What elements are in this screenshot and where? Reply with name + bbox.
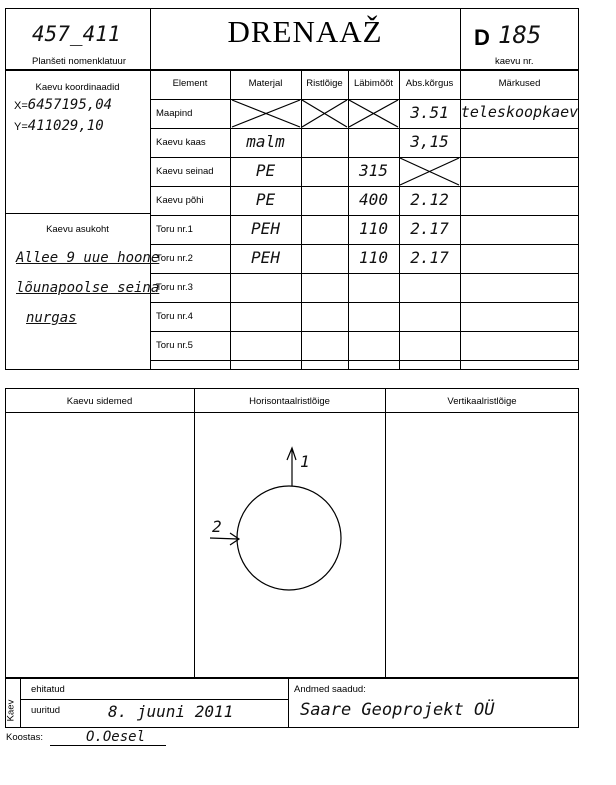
column-header-elevation: Abs.kõrgus <box>405 78 454 89</box>
footer-side-label: Kaev <box>5 699 17 722</box>
footer-side-divider <box>20 678 21 728</box>
footer-mid-divider <box>288 678 289 728</box>
pipe-2-label: 2 <box>212 517 222 536</box>
sketch-col-connections: Kaevu sidemed <box>66 396 133 407</box>
well-number-label: kaevu nr. <box>495 56 534 67</box>
data-source-value: Saare Geoprojekt OÜ <box>300 700 495 720</box>
footer-row-line <box>20 699 288 700</box>
data-source-label: Andmed saadud: <box>294 684 366 695</box>
column-header-material: Materjal <box>248 78 283 89</box>
compiled-by: O.Oesel <box>86 729 146 745</box>
location-line-3: nurgas <box>26 310 77 326</box>
pipe-1-label: 1 <box>300 452 310 471</box>
surveyed-label: uuritud <box>31 705 61 716</box>
table-cell-diameter: 315 <box>359 161 388 180</box>
well-number: 185 <box>498 21 542 49</box>
table-cell-elevation: 2.17 <box>410 248 449 267</box>
location-label: Kaevu asukoht <box>46 224 109 235</box>
column-header-cross-section: Ristlõige <box>306 78 343 89</box>
sketch-col-horizontal: Horisontaalristlõige <box>249 396 330 407</box>
column-header-notes: Märkused <box>498 78 541 89</box>
compiled-underline <box>50 745 166 746</box>
sheet-label: Planšeti nomenklatuur <box>32 56 126 67</box>
table-cell-element: Toru nr.5 <box>156 340 193 351</box>
table-cell-elevation: 2.17 <box>410 219 449 238</box>
table-cell-diameter: 110 <box>359 219 388 238</box>
table-cell-element: Toru nr.3 <box>156 282 193 293</box>
table-cell-element: Kaevu põhi <box>156 195 204 206</box>
coordinate-y-label: Y= <box>14 121 28 133</box>
coordinate-y-value: 411029,10 <box>27 118 104 134</box>
table-cell-material: PEH <box>251 219 280 238</box>
table-cell-element: Toru nr.1 <box>156 224 193 235</box>
column-header-element: Element <box>172 78 208 89</box>
table-cell-element: Maapind <box>156 108 193 119</box>
pipe-1-arrow <box>287 448 296 486</box>
compiled-label: Koostas: <box>6 732 43 743</box>
coordinate-x-label: X= <box>14 100 28 112</box>
sketch-col-vertical: Vertikaalristlõige <box>447 396 517 407</box>
table-cell-material: PE <box>255 190 276 209</box>
sheet-number: 457_411 <box>32 22 121 46</box>
coordinate-x-value: 6457195,04 <box>27 97 113 113</box>
table-cell-diameter: 110 <box>359 248 388 267</box>
well-prefix: D <box>474 25 490 50</box>
table-cell-diameter: 400 <box>359 190 388 209</box>
table-cell-material: PEH <box>251 248 280 267</box>
table-cell-elevation: 3,15 <box>410 132 449 151</box>
table-cell-element: Toru nr.4 <box>156 311 193 322</box>
coordinates-label: Kaevu koordinaadid <box>35 82 120 93</box>
table-cell-elevation: 3.51 <box>410 103 449 122</box>
surveyed-date: 8. juuni 2011 <box>108 702 234 721</box>
location-line-1: Allee 9 uue hoone <box>16 250 160 266</box>
table-cell-elevation: 2.12 <box>410 190 449 209</box>
table-cell-material: malm <box>246 132 285 151</box>
page-title: DRENAAŽ <box>227 14 383 49</box>
location-line-2: lõunapoolse seina <box>16 280 160 296</box>
table-cell-element: Toru nr.2 <box>156 253 193 264</box>
well-circle <box>237 486 341 590</box>
table-cell-element: Kaevu seinad <box>156 166 214 177</box>
column-header-diameter: Läbimõõt <box>353 78 394 89</box>
built-label: ehitatud <box>31 684 65 695</box>
table-cell-notes: teleskoopkaev <box>460 103 579 121</box>
table-cell-element: Kaevu kaas <box>156 137 206 148</box>
table-cell-material: PE <box>255 161 276 180</box>
